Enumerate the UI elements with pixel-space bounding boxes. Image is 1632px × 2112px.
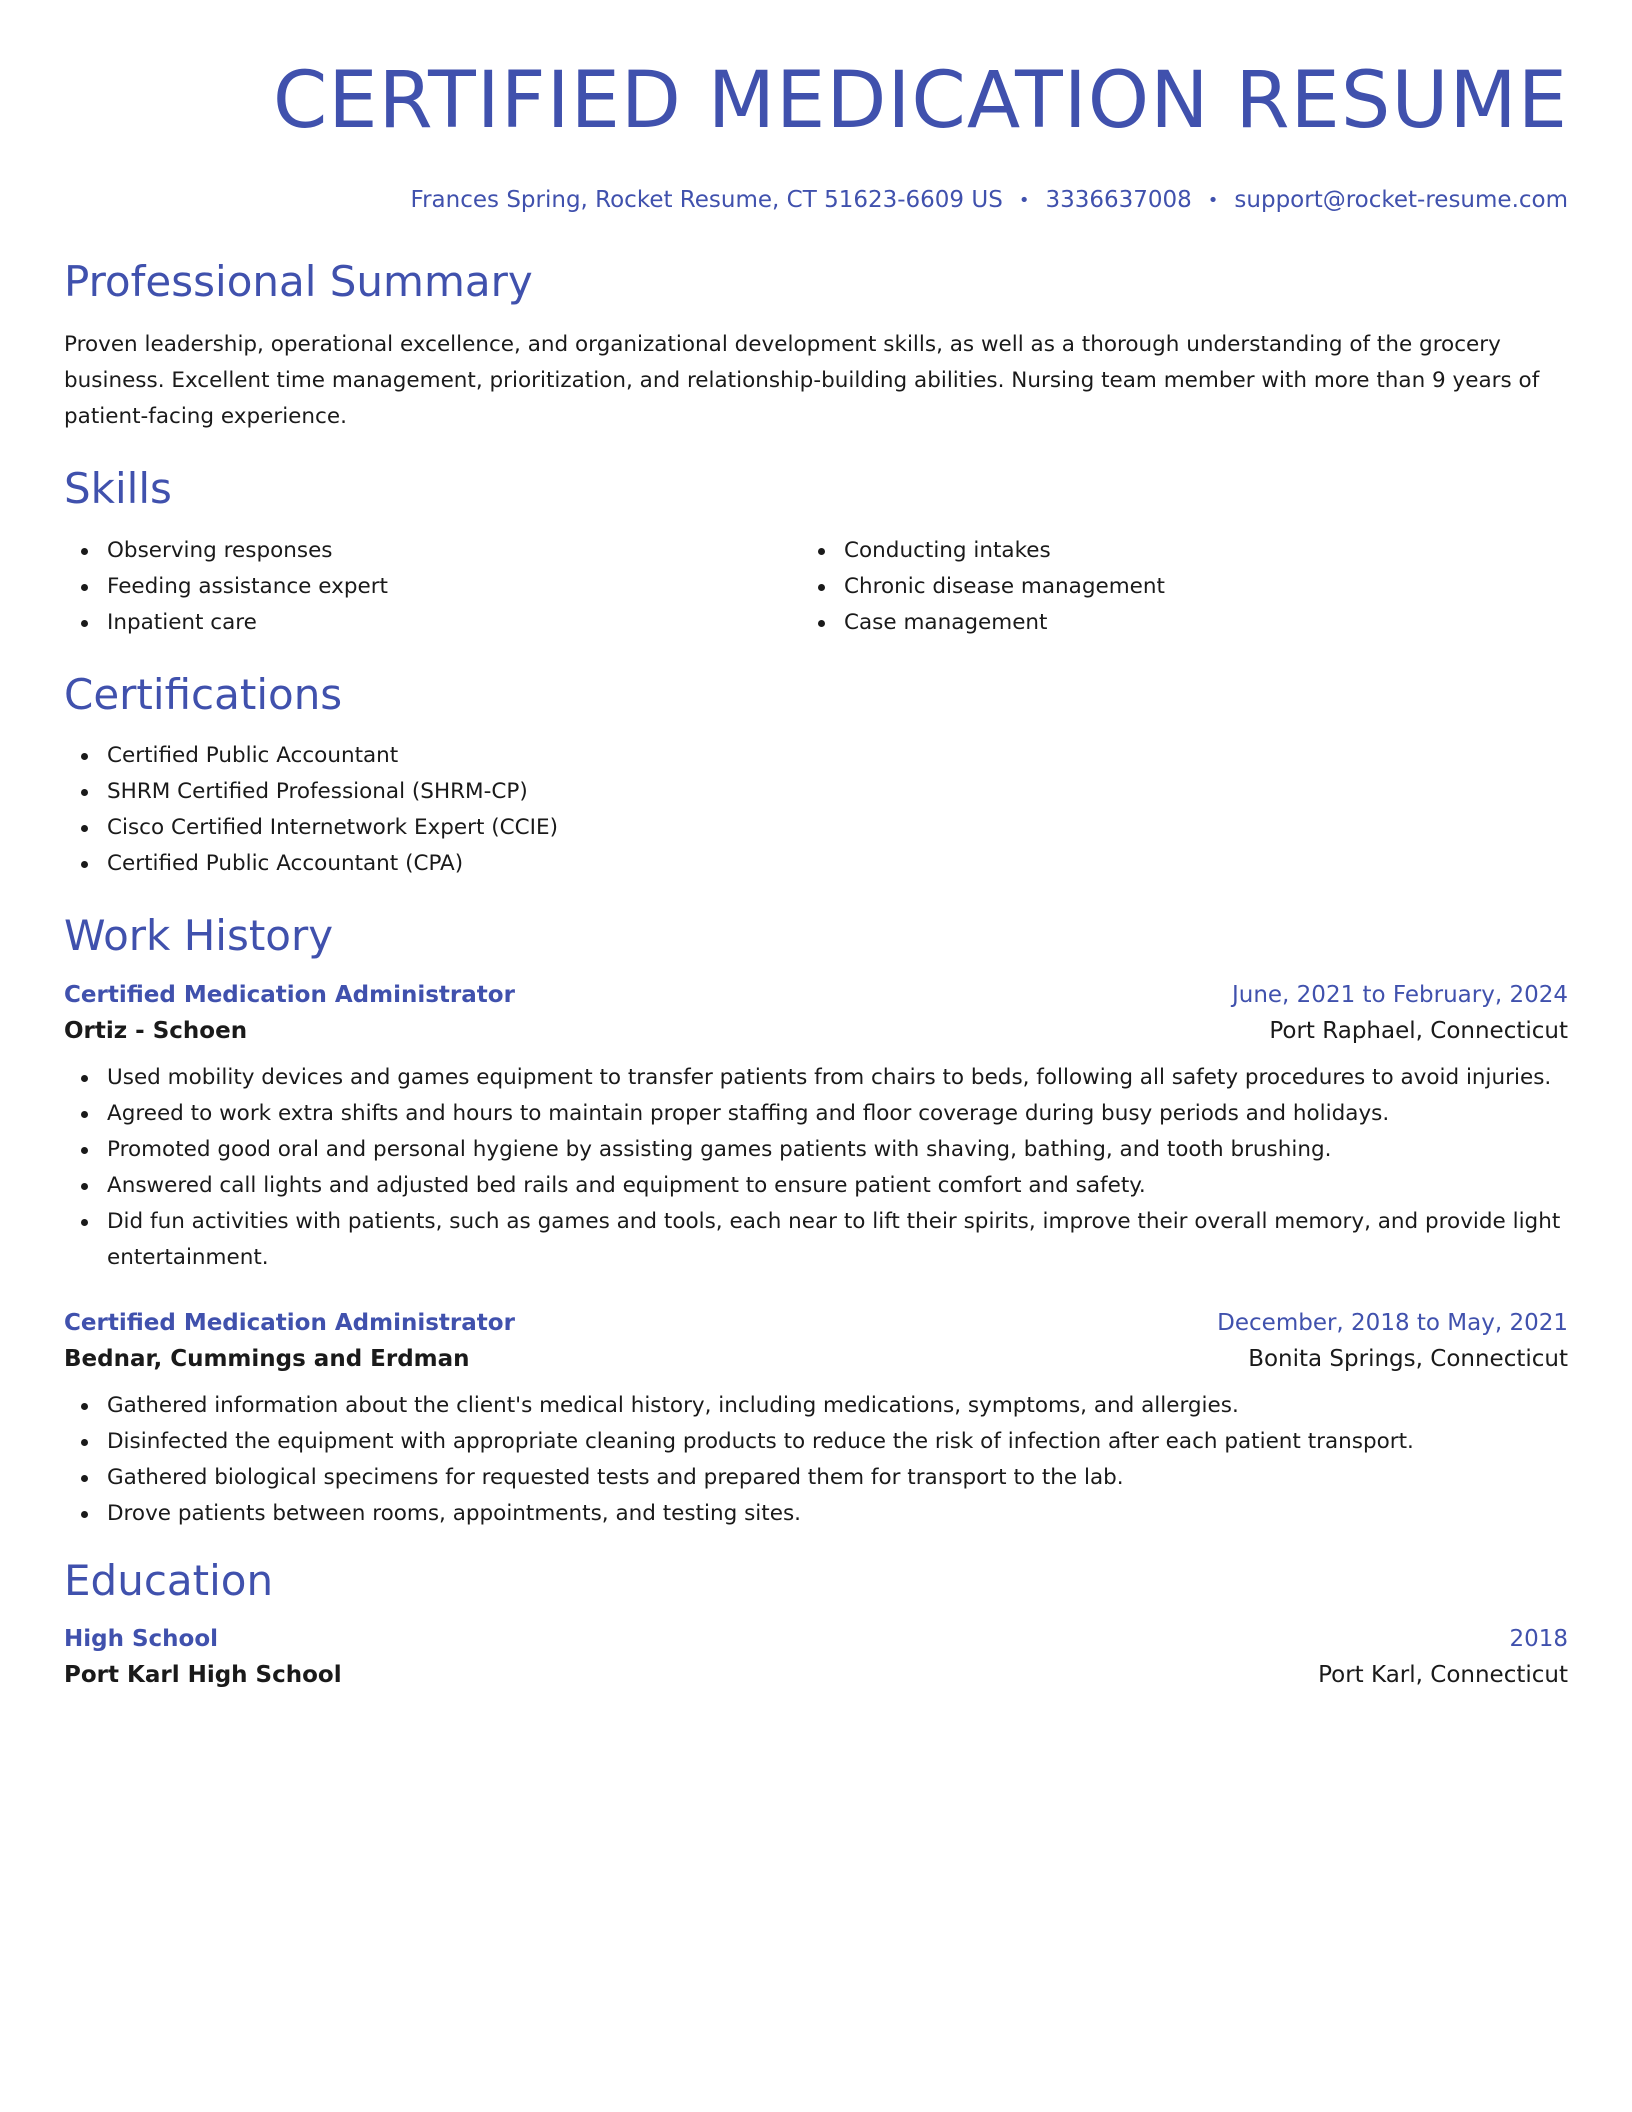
education-school-row: [64, 1662, 1568, 1688]
job-dates: June, 2021 to February, 2024: [1231, 981, 1568, 1008]
summary-heading: Professional Summary: [64, 257, 533, 306]
skill-item: Observing responses: [64, 533, 801, 569]
job-employer-row: [64, 1018, 1568, 1044]
job-entry: [64, 1310, 1568, 1532]
education-school: Port Karl High School: [64, 1661, 342, 1688]
job-duty: Drove patients between rooms, appointments, and testing sites.: [64, 1496, 1568, 1532]
education-heading: Education: [64, 1555, 274, 1605]
education-entry: [64, 1626, 1568, 1688]
education-year: 2018: [1509, 1625, 1568, 1652]
education-header-row: [64, 1626, 1568, 1652]
skill-item: Chronic disease management: [801, 569, 1538, 605]
job-entry: [64, 982, 1568, 1276]
contact-phone: 3336637008: [1045, 187, 1192, 213]
job-location: Port Raphael, Connecticut: [1269, 1017, 1568, 1044]
bullet-separator: •: [1018, 190, 1030, 211]
certifications-list: [64, 738, 1568, 882]
job-header-row: [64, 982, 1568, 1008]
skills-heading: Skills: [64, 464, 172, 514]
job-duty: Used mobility devices and games equipment to transfer patients from chairs to beds, following all safety procedures to avoid injuries.: [64, 1060, 1568, 1096]
job-company: Ortiz - Schoen: [64, 1017, 248, 1044]
skills-list-left: [64, 533, 801, 641]
certification-item: SHRM Certified Professional (SHRM-CP): [64, 774, 1568, 810]
job-employer-row: [64, 1346, 1568, 1372]
skill-item: Inpatient care: [64, 605, 801, 641]
resume-title: CERTIFIED MEDICATION RESUME: [272, 56, 1568, 146]
job-duty: Gathered biological specimens for requested tests and prepared them for transport to the lab.: [64, 1460, 1568, 1496]
skill-item: Feeding assistance expert: [64, 569, 801, 605]
job-duty: Gathered information about the client's medical history, including medications, symptoms, and allergies.: [64, 1388, 1568, 1424]
job-duty: Disinfected the equipment with appropriate cleaning products to reduce the risk of infection after each patient transport.: [64, 1424, 1568, 1460]
job-dates: December, 2018 to May, 2021: [1217, 1309, 1568, 1336]
education-location: Port Karl, Connecticut: [1318, 1661, 1568, 1688]
job-company: Bednar, Cummings and Erdman: [64, 1345, 470, 1372]
job-duty: Did fun activities with patients, such as games and tools, each near to lift their spirits, improve their overall memory, and provide light entertainment.: [64, 1204, 1568, 1276]
summary-text: Proven leadership, operational excellence, and organizational development skills, as well as a thorough understanding of the grocery business. Excellent time management, prioritization, and relationship-building abilities. Nursing team member with more than 9 years of patient-facing experience.: [64, 332, 1540, 430]
education-degree: High School: [64, 1625, 219, 1652]
skills-list-right: [801, 533, 1538, 641]
bullet-separator: •: [1207, 190, 1219, 211]
certifications-heading: Certifications: [64, 669, 343, 719]
job-duty: Answered call lights and adjusted bed rails and equipment to ensure patient comfort and safety.: [64, 1168, 1568, 1204]
job-duties-list: [64, 1060, 1568, 1276]
job-title: Certified Medication Administrator: [64, 1309, 515, 1336]
skill-item: Conducting intakes: [801, 533, 1538, 569]
contact-address: Frances Spring, Rocket Resume, CT 51623-6609 US: [410, 187, 1003, 213]
job-title: Certified Medication Administrator: [64, 981, 515, 1008]
contact-email: support@rocket-resume.com: [1234, 187, 1568, 213]
skill-item: Case management: [801, 605, 1538, 641]
certification-item: Cisco Certified Internetwork Expert (CCIE): [64, 810, 1568, 846]
job-duty: Promoted good oral and personal hygiene by assisting games patients with shaving, bathing, and tooth brushing.: [64, 1132, 1568, 1168]
skills-grid: [64, 533, 1568, 641]
contact-line: [64, 187, 1568, 213]
certification-item: Certified Public Accountant: [64, 738, 1568, 774]
certification-item: Certified Public Accountant (CPA): [64, 846, 1568, 882]
job-location: Bonita Springs, Connecticut: [1248, 1345, 1568, 1372]
job-header-row: [64, 1310, 1568, 1336]
job-duty: Agreed to work extra shifts and hours to maintain proper staffing and floor coverage during busy periods and holidays.: [64, 1096, 1568, 1132]
work-history-heading: Work History: [64, 911, 334, 961]
job-duties-list: [64, 1388, 1568, 1532]
